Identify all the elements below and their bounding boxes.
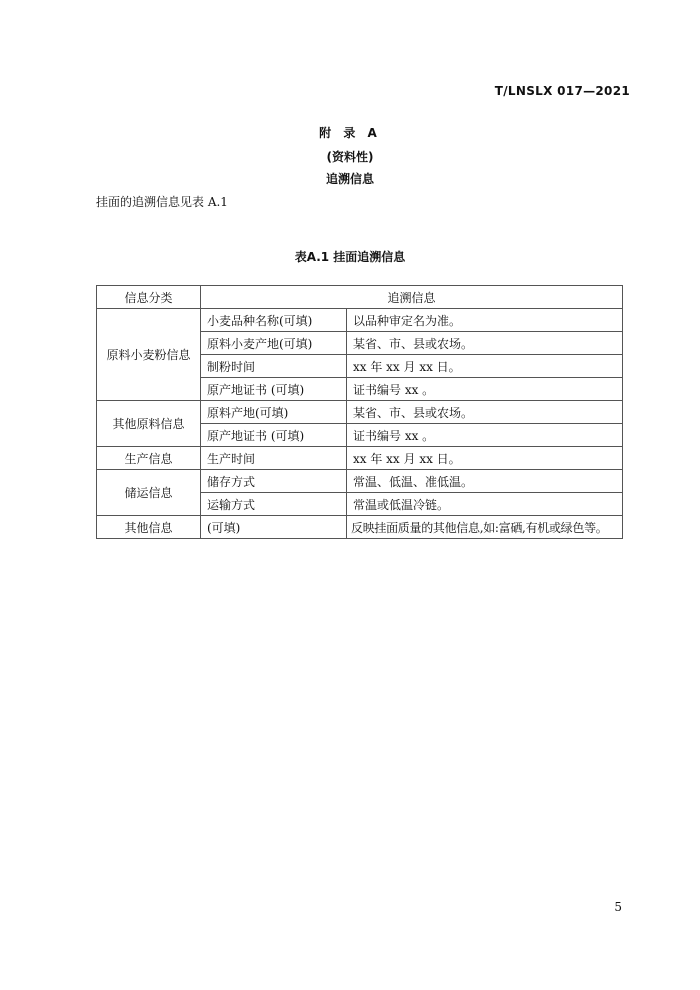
trace-info-table	[96, 285, 623, 539]
value-cell: xx 年 xx 月 xx 日。	[347, 447, 623, 470]
table-row	[97, 447, 623, 470]
intro-text: 挂面的追溯信息见表 A.1	[96, 195, 228, 209]
field-cell: 原料产地(可填)	[201, 401, 347, 424]
value-cell: 常温或低温冷链。	[347, 493, 623, 516]
value-cell: 某省、市、县或农场。	[347, 401, 623, 424]
table-header-row	[97, 286, 623, 309]
field-cell: (可填)	[201, 516, 347, 539]
annex-nature: (资料性)	[326, 150, 374, 164]
value-cell: 反映挂面质量的其他信息,如:富硒,有机或绿色等。	[347, 516, 623, 539]
field-cell: 原产地证书 (可填)	[201, 424, 347, 447]
table-row	[97, 470, 623, 493]
annex-label: 附 录 A	[319, 126, 381, 140]
field-cell: 运输方式	[201, 493, 347, 516]
table-row	[97, 309, 623, 332]
value-cell: 常温、低温、准低温。	[347, 470, 623, 493]
header-trace: 追溯信息	[201, 286, 623, 309]
table-caption: 表A.1 挂面追溯信息	[294, 250, 406, 264]
value-cell: 某省、市、县或农场。	[347, 332, 623, 355]
field-cell: 生产时间	[201, 447, 347, 470]
table-row	[97, 401, 623, 424]
category-cell: 其他信息	[97, 516, 201, 539]
category-cell: 原料小麦粉信息	[97, 309, 201, 401]
category-cell: 生产信息	[97, 447, 201, 470]
page-number: 5	[614, 900, 622, 914]
standard-code: T/LNSLX 017—2021	[494, 84, 630, 98]
value-cell: 证书编号 xx 。	[347, 378, 623, 401]
value-cell: 以品种审定名为准。	[347, 309, 623, 332]
field-cell: 原产地证书 (可填)	[201, 378, 347, 401]
field-cell: 原料小麦产地(可填)	[201, 332, 347, 355]
table-row	[97, 516, 623, 539]
value-cell: xx 年 xx 月 xx 日。	[347, 355, 623, 378]
category-cell: 储运信息	[97, 470, 201, 516]
field-cell: 小麦品种名称(可填)	[201, 309, 347, 332]
value-cell: 证书编号 xx 。	[347, 424, 623, 447]
header-category: 信息分类	[97, 286, 201, 309]
field-cell: 制粉时间	[201, 355, 347, 378]
field-cell: 储存方式	[201, 470, 347, 493]
annex-title: 追溯信息	[325, 172, 374, 186]
category-cell: 其他原料信息	[97, 401, 201, 447]
